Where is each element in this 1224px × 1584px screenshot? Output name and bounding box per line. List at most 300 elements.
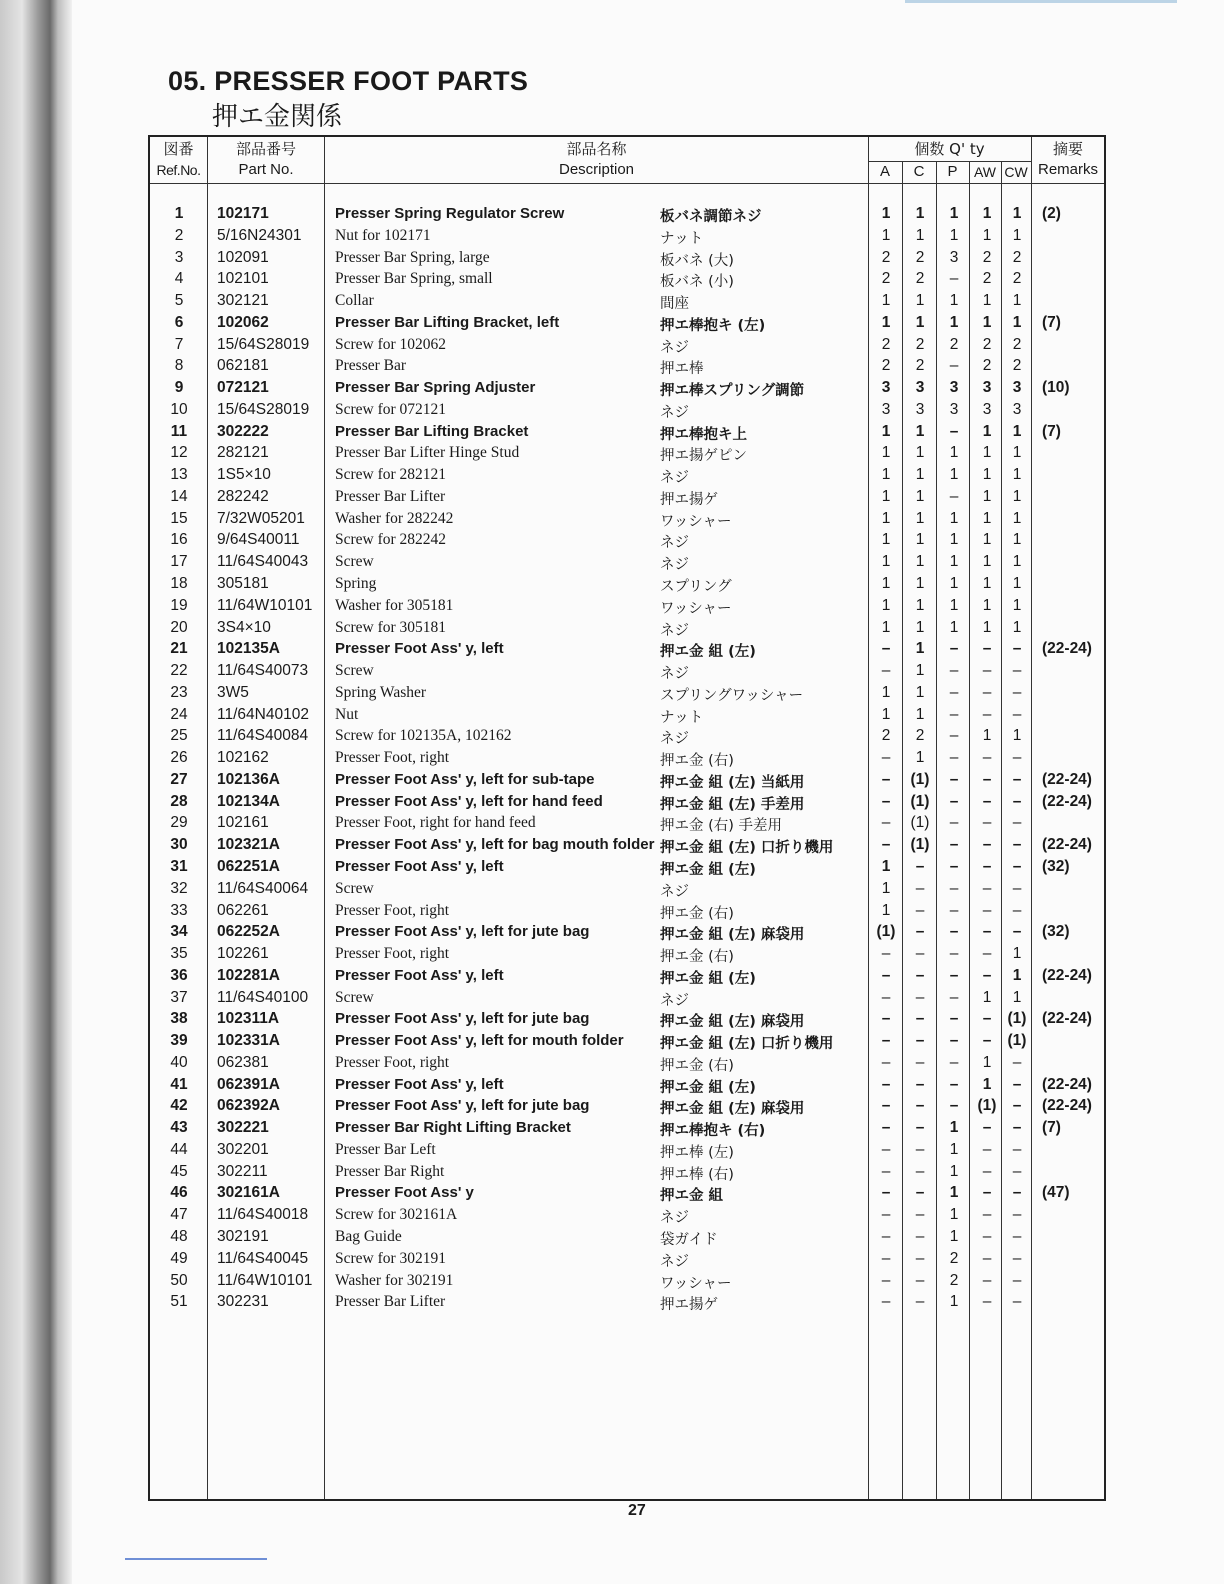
description: Presser Bar: [335, 357, 407, 375]
ref-no: 38: [170, 1010, 188, 1028]
qty-cw: –: [1012, 814, 1022, 832]
scan-mark-top: [905, 0, 1177, 3]
description-japanese: ネジ: [660, 339, 689, 356]
remarks: (47): [1042, 1184, 1070, 1202]
part-no: 102136A: [217, 770, 280, 788]
description: Screw: [335, 553, 374, 571]
description-japanese: ネジ: [660, 666, 689, 683]
description: Presser Bar Spring, small: [335, 270, 493, 288]
qty-aw: 1: [982, 487, 992, 505]
description: Screw for 282121: [335, 466, 447, 484]
description: Screw for 282242: [335, 531, 447, 549]
qty-cw: 1: [1012, 945, 1022, 963]
header-part-en: Part No.: [238, 161, 294, 178]
description-japanese: ワッシャー: [660, 513, 732, 530]
qty-aw: 1: [982, 618, 992, 636]
ref-no: 31: [170, 857, 188, 875]
qty-a: –: [881, 1271, 891, 1289]
qty-cw: –: [1012, 792, 1022, 810]
qty-p: –: [949, 879, 959, 897]
qty-cw: 1: [1012, 444, 1022, 462]
qty-aw: 1: [982, 466, 992, 484]
ref-no: 43: [170, 1119, 188, 1137]
qty-aw: –: [982, 1249, 992, 1267]
qty-cw: 1: [1012, 553, 1022, 571]
description: Presser Foot Ass' y, left for jute bag: [335, 923, 590, 941]
qty-aw: –: [982, 662, 992, 680]
ref-no: 1: [174, 205, 184, 222]
description-japanese: ネジ: [660, 535, 689, 552]
qty-a: 3: [881, 379, 891, 397]
ref-no: 34: [170, 923, 188, 941]
qty-p: 1: [949, 444, 959, 462]
table-row: [150, 770, 1104, 792]
description: Washer for 305181: [335, 596, 454, 614]
qty-c: –: [915, 1227, 925, 1245]
part-no: 3S4×10: [217, 618, 271, 636]
ref-no: 20: [170, 618, 188, 636]
part-no: 11/64S40018: [217, 1206, 309, 1224]
qty-cw: 2: [1012, 270, 1022, 288]
qty-cw: 1: [1012, 575, 1022, 593]
ref-no: 32: [170, 879, 188, 897]
qty-cw: –: [1012, 857, 1022, 875]
description: Presser Foot Ass' y, left: [335, 857, 504, 875]
qty-a: 2: [881, 248, 891, 266]
table-row: [150, 944, 1104, 966]
qty-aw: 1: [982, 596, 992, 614]
table-row: [150, 922, 1104, 944]
qty-aw: –: [982, 1227, 992, 1245]
part-no: 102162: [217, 749, 269, 767]
qty-c: –: [915, 945, 925, 963]
qty-a: 1: [881, 313, 891, 331]
table-row: [150, 1162, 1104, 1184]
qty-a: –: [881, 945, 891, 963]
table-row: [150, 639, 1104, 661]
part-no: 062381: [217, 1053, 269, 1071]
qty-cw: –: [1012, 640, 1022, 658]
qty-a: 1: [881, 683, 891, 701]
ref-no: 37: [170, 988, 188, 1006]
qty-aw: 3: [982, 379, 992, 397]
part-no: 102261: [217, 945, 269, 963]
qty-aw: –: [982, 770, 992, 788]
description-japanese: ネジ: [660, 1210, 689, 1227]
header-remarks-jp: 摘要: [1052, 140, 1083, 158]
description: Presser Foot, right: [335, 945, 450, 963]
part-no: 15/64S28019: [217, 400, 310, 418]
description: Washer for 282242: [335, 509, 454, 527]
qty-c: 1: [915, 618, 925, 636]
qty-c: –: [915, 1032, 925, 1050]
scan-mark-bottom: [125, 1558, 267, 1560]
page-title-japanese: 押エ金関係: [212, 102, 343, 132]
part-no: 302121: [217, 292, 269, 310]
table-row: [150, 966, 1104, 988]
part-no: 102171: [217, 205, 269, 222]
description-japanese: 押エ金 組 (左) 口折り機用: [660, 840, 834, 857]
ref-no: 42: [170, 1097, 188, 1115]
qty-c: 1: [915, 509, 925, 527]
table-row: [150, 530, 1104, 552]
qty-cw: 1: [1012, 509, 1022, 527]
ref-no: 35: [170, 945, 188, 963]
ref-no: 9: [174, 379, 184, 397]
qty-c: –: [915, 988, 925, 1006]
qty-a: –: [881, 836, 891, 854]
qty-p: –: [949, 640, 959, 658]
qty-a: (1): [876, 923, 896, 941]
qty-a: 1: [881, 531, 891, 549]
qty-p: 2: [949, 1249, 959, 1267]
qty-cw: –: [1012, 1075, 1022, 1093]
qty-c: –: [915, 1162, 925, 1180]
table-row: [150, 1271, 1104, 1293]
qty-aw: –: [982, 945, 992, 963]
qty-c: 2: [915, 335, 925, 353]
qty-a: –: [881, 1119, 891, 1137]
part-no: 11/64S40064: [217, 879, 309, 897]
header-qty-p: P: [947, 163, 958, 180]
ref-no: 39: [170, 1032, 188, 1050]
qty-c: 3: [915, 379, 925, 397]
qty-a: 1: [881, 487, 891, 505]
header-part-jp: 部品番号: [235, 140, 296, 158]
qty-aw: –: [982, 683, 992, 701]
qty-cw: –: [1012, 1184, 1022, 1202]
qty-a: 3: [881, 400, 891, 418]
qty-aw: 1: [982, 205, 992, 222]
qty-cw: –: [1012, 1119, 1022, 1137]
description: Screw for 302191: [335, 1249, 447, 1267]
qty-p: 1: [949, 1293, 959, 1311]
part-no: 102062: [217, 313, 269, 331]
qty-cw: –: [1012, 1206, 1022, 1224]
description: Presser Bar Spring, large: [335, 248, 490, 266]
description-japanese: 押エ金 (右): [660, 905, 734, 922]
table-row: [150, 1096, 1104, 1118]
part-no: 11/64W10101: [217, 596, 313, 614]
qty-p: –: [949, 966, 959, 984]
description: Washer for 302191: [335, 1271, 454, 1289]
qty-cw: 3: [1012, 400, 1022, 418]
remarks: (22-24): [1042, 1075, 1092, 1093]
description: Presser Bar Lifting Bracket, left: [335, 313, 560, 331]
qty-cw: 1: [1012, 966, 1022, 984]
ref-no: 7: [174, 335, 184, 353]
qty-aw: –: [982, 814, 992, 832]
table-row: [150, 1292, 1104, 1314]
table-row: [150, 988, 1104, 1010]
part-no: 11/64W10101: [217, 1271, 313, 1289]
part-no: 102091: [217, 248, 269, 266]
description-japanese: 押エ金 組 (左) 麻袋用: [660, 1101, 805, 1118]
qty-c: –: [915, 1206, 925, 1224]
table-row: [150, 705, 1104, 727]
qty-cw: 2: [1012, 335, 1022, 353]
ref-no: 46: [170, 1184, 188, 1202]
qty-aw: 1: [982, 531, 992, 549]
ref-no: 50: [170, 1271, 188, 1289]
qty-a: 1: [881, 509, 891, 527]
description: Collar: [335, 292, 374, 310]
ref-no: 6: [174, 313, 184, 331]
qty-aw: –: [982, 1293, 992, 1311]
description-japanese: ネジ: [660, 557, 689, 574]
qty-c: 2: [915, 357, 925, 375]
table-row: [150, 813, 1104, 835]
description: Presser Foot Ass' y, left for bag mouth folder: [335, 836, 655, 854]
description: Presser Foot Ass' y, left for jute bag: [335, 1010, 590, 1028]
table-row: [150, 487, 1104, 509]
part-no: 302201: [217, 1140, 269, 1158]
qty-cw: –: [1012, 923, 1022, 941]
description: Presser Foot Ass' y, left: [335, 966, 504, 984]
qty-cw: –: [1012, 836, 1022, 854]
table-row: [150, 748, 1104, 770]
ref-no: 19: [170, 596, 188, 614]
part-no: 302222: [217, 422, 269, 440]
qty-a: –: [881, 1032, 891, 1050]
description: Screw for 102062: [335, 335, 447, 353]
part-no: 102134A: [217, 792, 280, 810]
qty-cw: –: [1012, 901, 1022, 919]
qty-p: –: [949, 836, 959, 854]
table-row: [150, 661, 1104, 683]
header-remarks-en: Remarks: [1037, 161, 1098, 178]
description: Screw: [335, 662, 374, 680]
description: Presser Bar Lifter: [335, 487, 446, 505]
qty-cw: 1: [1012, 988, 1022, 1006]
qty-aw: 2: [982, 248, 992, 266]
qty-p: 1: [949, 1184, 959, 1202]
qty-c: –: [915, 1249, 925, 1267]
header-divider: [150, 183, 1104, 184]
description-japanese: 押エ棒 (右): [660, 1166, 734, 1183]
ref-no: 36: [170, 966, 188, 984]
qty-p: –: [949, 923, 959, 941]
ref-no: 5: [174, 292, 184, 310]
qty-aw: –: [982, 1206, 992, 1224]
description: Presser Foot, right: [335, 901, 450, 919]
ref-no: 45: [170, 1162, 188, 1180]
qty-cw: (1): [1007, 1032, 1027, 1050]
qty-aw: –: [982, 1184, 992, 1202]
qty-cw: –: [1012, 1053, 1022, 1071]
qty-c: –: [915, 1097, 925, 1115]
qty-c: 2: [915, 727, 925, 745]
remarks: (22-24): [1042, 836, 1092, 854]
qty-cw: 1: [1012, 226, 1022, 244]
description: Screw for 072121: [335, 400, 447, 418]
qty-p: 2: [949, 335, 959, 353]
qty-c: –: [915, 1271, 925, 1289]
description: Presser Foot, right: [335, 1053, 450, 1071]
qty-c: –: [915, 879, 925, 897]
qty-c: –: [915, 857, 925, 875]
qty-aw: –: [982, 792, 992, 810]
description: Screw for 102135A, 102162: [335, 727, 512, 745]
qty-p: –: [949, 857, 959, 875]
qty-c: 1: [915, 292, 925, 310]
qty-c: 1: [915, 575, 925, 593]
description-japanese: 押エ金 組 (左) 麻袋用: [660, 927, 805, 944]
qty-p: –: [949, 422, 959, 440]
qty-a: –: [881, 640, 891, 658]
description: Presser Foot Ass' y, left for mouth folder: [335, 1032, 624, 1050]
table-row: [150, 356, 1104, 378]
description-japanese: 押エ金 組 (左) 口折り機用: [660, 1036, 834, 1053]
qty-cw: –: [1012, 879, 1022, 897]
description-japanese: スプリングワッシャー: [660, 687, 804, 704]
qty-cw: 1: [1012, 618, 1022, 636]
description-japanese: 押エ金 組 (左) 当紙用: [660, 774, 805, 791]
part-no: 062251A: [217, 857, 280, 875]
page-number: 27: [628, 1502, 646, 1519]
qty-p: –: [949, 727, 959, 745]
qty-p: 1: [949, 1119, 959, 1137]
qty-a: 1: [881, 705, 891, 723]
qty-a: 1: [881, 879, 891, 897]
qty-c: 2: [915, 270, 925, 288]
qty-p: –: [949, 1053, 959, 1071]
description-japanese: 押エ揚ゲ: [660, 491, 718, 508]
remarks: (7): [1042, 1119, 1061, 1137]
qty-p: 1: [949, 531, 959, 549]
ref-no: 10: [170, 400, 188, 418]
header-ref-jp: 図番: [163, 140, 194, 158]
parts-table: [148, 135, 1106, 1501]
ref-no: 2: [174, 226, 184, 244]
remarks: (7): [1042, 313, 1061, 331]
ref-no: 18: [170, 575, 188, 593]
description-japanese: 押エ棒スプリング調節: [660, 383, 805, 400]
description-japanese: 袋ガイド: [660, 1231, 718, 1248]
ref-no: 51: [170, 1293, 188, 1311]
table-row: [150, 1053, 1104, 1075]
table-row: [150, 378, 1104, 400]
description-japanese: ナット: [660, 230, 704, 247]
description-japanese: ネジ: [660, 731, 689, 748]
qty-c: –: [915, 1010, 925, 1028]
qty-a: 1: [881, 575, 891, 593]
qty-c: 1: [915, 596, 925, 614]
part-no: 102311A: [217, 1010, 280, 1028]
part-no: 072121: [217, 379, 269, 397]
part-no: 282121: [217, 444, 269, 462]
part-no: 062181: [217, 357, 269, 375]
qty-p: –: [949, 270, 959, 288]
qty-a: –: [881, 1075, 891, 1093]
qty-p: 1: [949, 313, 959, 331]
qty-cw: 1: [1012, 205, 1022, 222]
description-japanese: ネジ: [660, 883, 689, 900]
qty-cw: –: [1012, 1097, 1022, 1115]
qty-c: 1: [915, 205, 925, 222]
qty-aw: 1: [982, 575, 992, 593]
description: Presser Bar Spring Adjuster: [335, 379, 536, 397]
ref-no: 21: [170, 640, 188, 658]
qty-cw: 1: [1012, 596, 1022, 614]
part-no: 11/64N40102: [217, 705, 309, 723]
part-no: 302211: [217, 1162, 268, 1180]
qty-aw: 1: [982, 313, 992, 331]
qty-c: 2: [915, 248, 925, 266]
table-row: [150, 509, 1104, 531]
qty-aw: 3: [982, 400, 992, 418]
qty-a: 1: [881, 618, 891, 636]
qty-aw: –: [982, 749, 992, 767]
description: Presser Bar Lifter Hinge Stud: [335, 444, 520, 462]
part-no: 302231: [217, 1293, 269, 1311]
qty-c: 1: [915, 313, 925, 331]
qty-aw: –: [982, 879, 992, 897]
table-row: [150, 683, 1104, 705]
description: Presser Foot, right for hand feed: [335, 814, 536, 832]
qty-c: (1): [910, 792, 930, 810]
description-japanese: ナット: [660, 709, 704, 726]
qty-a: 1: [881, 444, 891, 462]
header-desc-jp: 部品名称: [566, 140, 627, 158]
qty-aw: 1: [982, 444, 992, 462]
qty-aw: –: [982, 1140, 992, 1158]
ref-no: 24: [170, 705, 188, 723]
binding-edge: [0, 0, 72, 1584]
description: Nut: [335, 705, 359, 723]
ref-no: 48: [170, 1227, 188, 1245]
table-row: [150, 1227, 1104, 1249]
qty-p: –: [949, 1010, 959, 1028]
description-japanese: 押エ金 組 (左): [660, 970, 756, 987]
description: Presser Foot Ass' y, left for sub-tape: [335, 770, 595, 788]
description: Spring Washer: [335, 683, 427, 701]
part-no: 062392A: [217, 1097, 280, 1115]
table-row: [150, 1009, 1104, 1031]
table-row: [150, 400, 1104, 422]
ref-no: 23: [170, 683, 188, 701]
qty-a: –: [881, 1010, 891, 1028]
qty-cw: –: [1012, 1249, 1022, 1267]
qty-cw: 1: [1012, 727, 1022, 745]
remarks: (22-24): [1042, 966, 1092, 984]
description: Screw for 305181: [335, 618, 447, 636]
qty-p: 1: [949, 292, 959, 310]
qty-a: 2: [881, 335, 891, 353]
description-japanese: 押エ金 組 (左): [660, 644, 756, 661]
qty-p: –: [949, 1097, 959, 1115]
ref-no: 29: [170, 814, 188, 832]
table-row: [150, 248, 1104, 270]
part-no: 15/64S28019: [217, 335, 310, 353]
remarks: (32): [1042, 923, 1070, 941]
table-row: [150, 1205, 1104, 1227]
qty-a: 1: [881, 901, 891, 919]
ref-no: 49: [170, 1249, 188, 1267]
ref-no: 14: [170, 487, 188, 505]
description-japanese: 押エ金 (右): [660, 1057, 734, 1074]
part-no: 062252A: [217, 923, 280, 941]
description: Presser Bar Lifting Bracket: [335, 422, 529, 440]
qty-c: 1: [915, 683, 925, 701]
description-japanese: 間座: [660, 296, 689, 313]
qty-c: (1): [910, 836, 930, 854]
qty-a: –: [881, 1249, 891, 1267]
ref-no: 27: [170, 770, 188, 788]
table-row: [150, 618, 1104, 640]
qty-c: 1: [915, 487, 925, 505]
description: Presser Spring Regulator Screw: [335, 205, 565, 222]
